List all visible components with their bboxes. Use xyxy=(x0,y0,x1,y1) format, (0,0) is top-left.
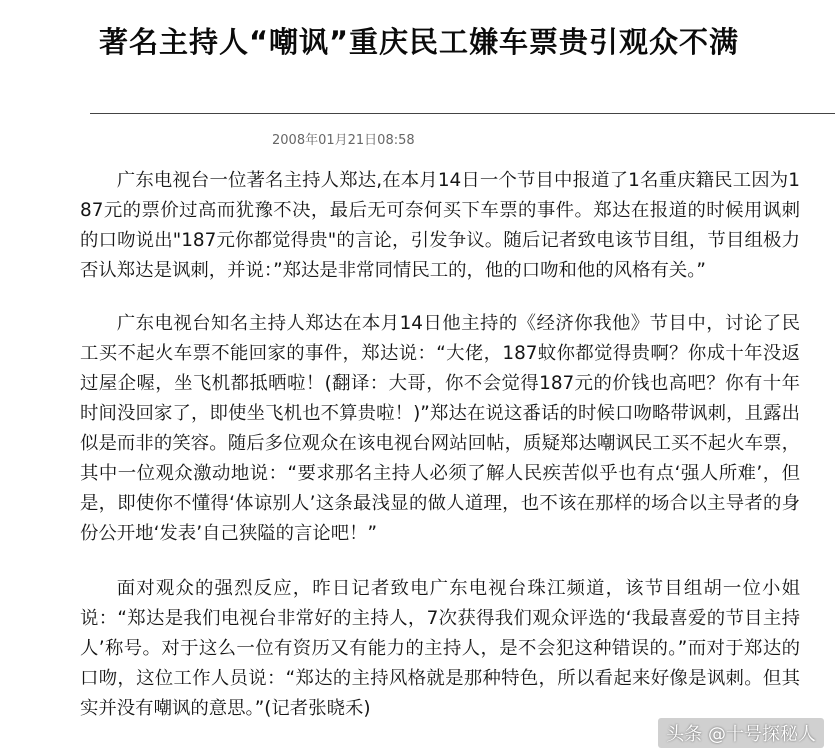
article-paragraph-2: 广东电视台知名主持人郑达在本月14日他主持的《经济你我他》节目中，讨论了民工买不起火车票不能回家的事件，郑达说：“大佬，187蚊你都觉得贵啊？你成十年没返过屋企喔，坐飞机都抵晒啦！(翻译：大哥，你不会觉得187元的价钱也高吧？你有十年时间没回家了，即使坐飞机也不算贵啦！)”郑达在说这番话的时候口吻略带讽刺，且露出似是而非的笑容。随后多位观众在该电视台网站回帖，质疑郑达嘲讽民工买不起火车票，其中一位观众激动地说：“要求那名主持人必须了解人民疾苦似乎也有点‘强人所难’，但是，即使你不懂得‘体谅别人’这条最浅显的做人道理，也不该在那样的场合以主导者的身份公开地‘发表’自己狭隘的言论吧！” xyxy=(80,313,800,544)
publish-date: 2008年01月21日08:58 xyxy=(272,133,415,148)
article-paragraph-1: 广东电视台一位著名主持人郑达,在本月14日一个节目中报道了1名重庆籍民工因为187元的票价过高而犹豫不决，最后无可奈何买下车票的事件。郑达在报道的时候用讽刺的口吻说出"187元你都觉得贵"的言论，引发争议。随后记者致电该节目组，节目组极力否认郑达是讽刺，并说：”郑达是非常同情民工的，他的口吻和他的风格有关。” xyxy=(80,170,800,281)
article-body xyxy=(80,166,800,724)
article-paragraph-3: 面对观众的强烈反应，昨日记者致电广东电视台珠江频道，该节目组胡一位小姐说：“郑达是我们电视台非常好的主持人，7次获得我们观众评选的‘我最喜爱的节目主持人’称号。对于这么一位有资历又有能力的主持人，是不会犯这种错误的。”而对于郑达的口吻，这位工作人员说：“郑达的主持风格就是那种特色，所以看起来好像是讽刺。但其实并没有嘲讽的意思。”(记者张晓禾) xyxy=(80,578,800,719)
title-divider xyxy=(90,113,835,114)
source-watermark: 头条 @十号探秘人 xyxy=(658,718,824,748)
article-title: 著名主持人“嘲讽”重庆民工嫌车票贵引观众不满 xyxy=(98,25,740,59)
